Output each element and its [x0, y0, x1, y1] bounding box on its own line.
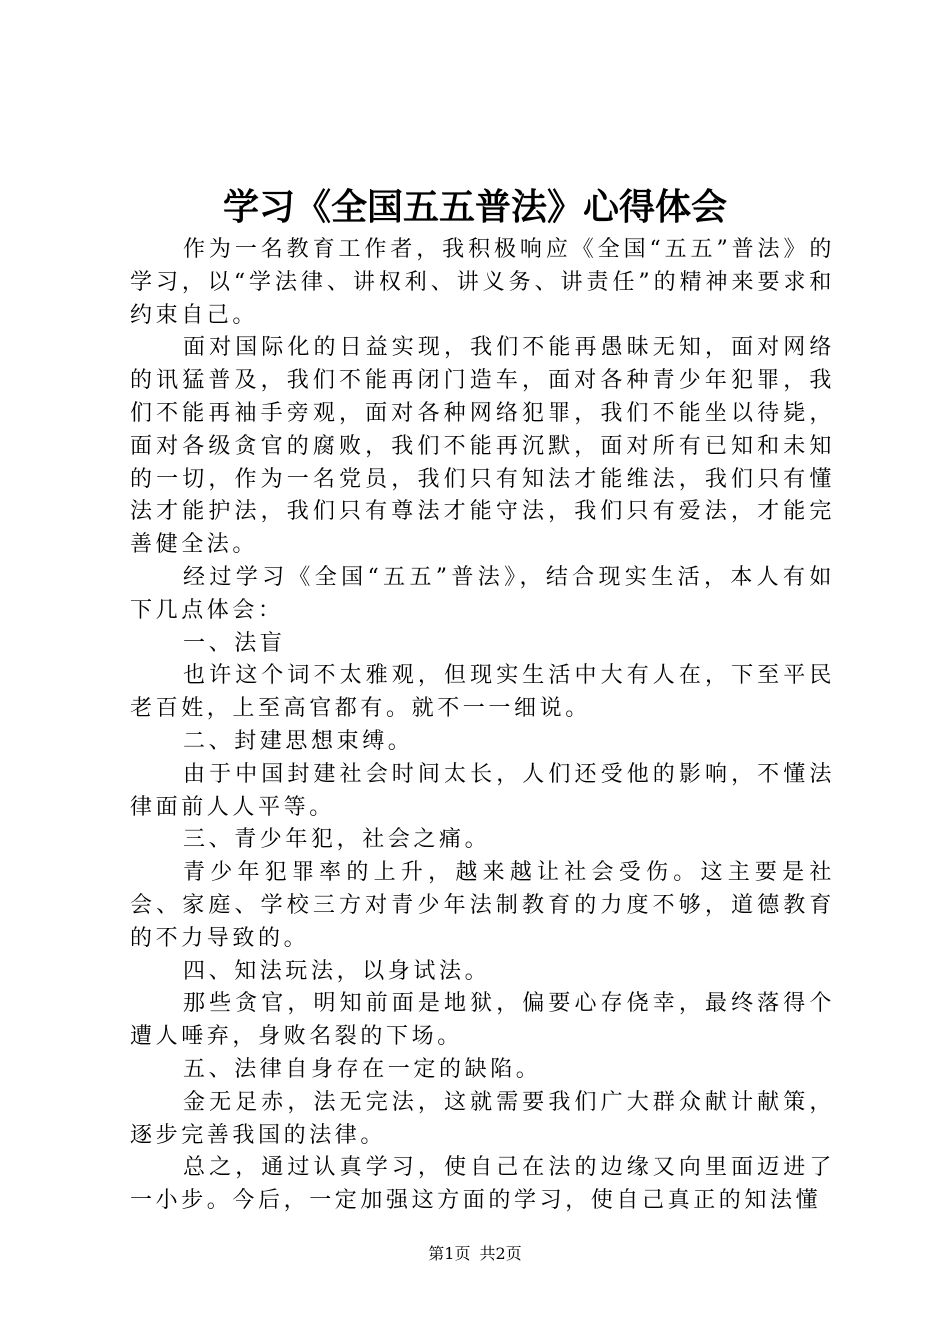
page-total: 共2页	[479, 1244, 522, 1263]
page-number: 第1页	[428, 1244, 471, 1263]
paragraph: 由于中国封建社会时间太长，人们还受他的影响，不懂法律面前人人平等。	[130, 761, 835, 820]
document-title: 学习《全国五五普法》心得体会	[222, 187, 727, 228]
section-heading: 四、知法玩法，以身试法。	[183, 958, 491, 984]
paragraph: 经过学习《全国“五五”普法》，结合现实生活，本人有如下几点体会：	[130, 564, 835, 623]
paragraph: 作为一名教育工作者，我积极响应《全国“五五”普法》的学习，以“学法律、讲权利、讲义务、讲责任”的精神来要求和约束自己。	[130, 237, 835, 328]
section-heading: 一、法盲	[183, 630, 286, 656]
paragraph: 面对国际化的日益实现，我们不能再愚昧无知，面对网络的讯猛普及，我们不能再闭门造车，面对各种青少年犯罪，我们不能再袖手旁观，面对各种网络犯罪，我们不能坐以待毙，面对各级贪官的腐败，我们不能再沉默，面对所有已知和未知的一切，作为一名党员，我们只有知法才能维法，我们只有懂法才能护法，我们只有尊法才能守法，我们只有爱法，才能完善健全法。	[130, 335, 835, 558]
paragraph: 总之，通过认真学习，使自己在法的边缘又向里面迈进了一小步。今后，一定加强这方面的学习，使自己真正的知法懂	[130, 1155, 835, 1214]
page-footer	[0, 1242, 950, 1266]
document-body	[130, 234, 835, 1218]
paragraph: 金无足赤，法无完法，这就需要我们广大群众献计献策，逐步完善我国的法律。	[130, 1089, 835, 1148]
section-heading: 二、封建思想束缚。	[183, 728, 414, 754]
paragraph: 也许这个词不太雅观，但现实生活中大有人在，下至平民老百姓，上至高官都有。就不一一细说。	[130, 663, 835, 722]
paragraph: 青少年犯罪率的上升，越来越让社会受伤。这主要是社会、家庭、学校三方对青少年法制教育的力度不够，道德教育的不力导致的。	[130, 860, 835, 951]
section-heading: 五、法律自身存在一定的缺陷。	[183, 1056, 542, 1082]
paragraph: 那些贪官，明知前面是地狱，偏要心存侥幸，最终落得个遭人唾弃，身败名裂的下场。	[130, 991, 835, 1050]
section-heading: 三、青少年犯，社会之痛。	[183, 827, 491, 853]
